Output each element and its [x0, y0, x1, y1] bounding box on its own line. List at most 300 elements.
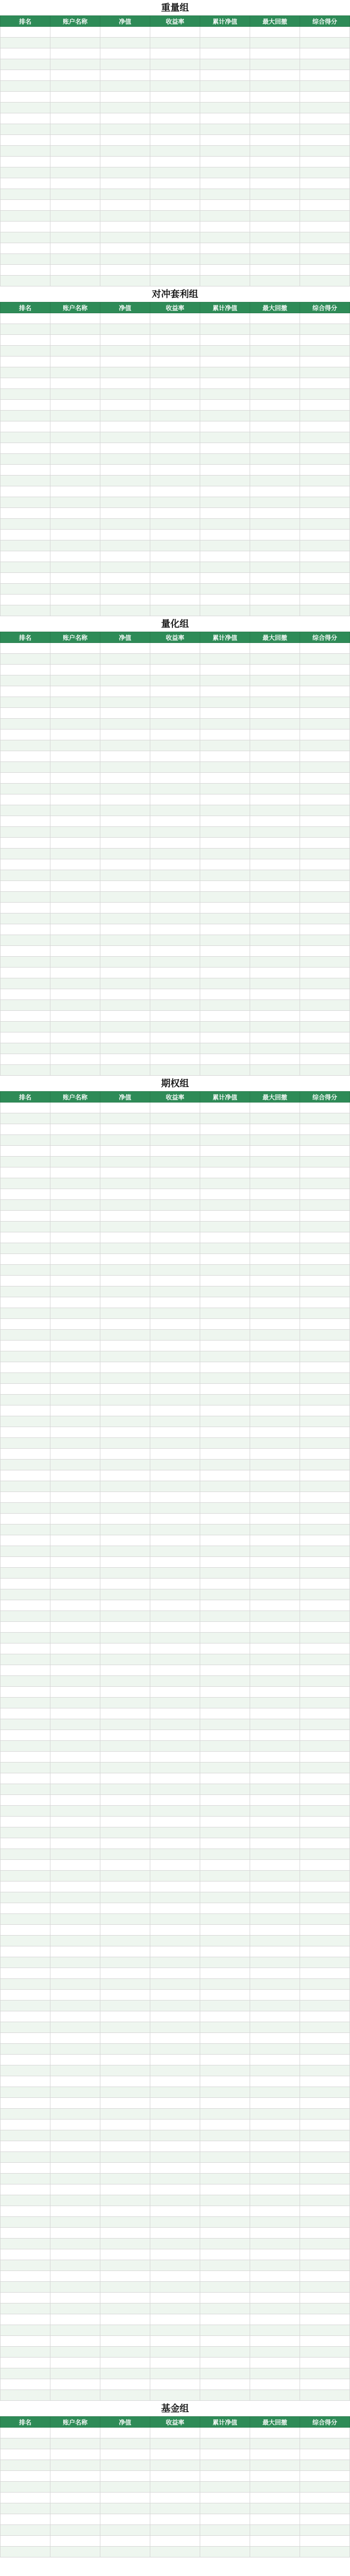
column-header[interactable]: 账户名称 — [50, 302, 100, 313]
table-row[interactable] — [1, 1200, 350, 1211]
table-cell — [250, 762, 300, 773]
table-row[interactable] — [1, 2152, 350, 2163]
table-row[interactable] — [1, 946, 350, 957]
table-row[interactable] — [1, 1784, 350, 1795]
table-row[interactable] — [1, 1957, 350, 1968]
table-row[interactable] — [1, 313, 350, 324]
table-row[interactable] — [1, 913, 350, 924]
table-row[interactable] — [1, 1449, 350, 1460]
table-row[interactable] — [1, 1687, 350, 1698]
table-row[interactable] — [1, 103, 350, 113]
table-row[interactable] — [1, 1719, 350, 1730]
table-row[interactable] — [1, 1395, 350, 1405]
column-header[interactable]: 排名 — [1, 16, 50, 27]
table-cell — [300, 346, 350, 357]
table-row[interactable] — [1, 1146, 350, 1157]
table-cell — [300, 1557, 350, 1568]
table-row[interactable] — [1, 124, 350, 135]
table-row[interactable] — [1, 1535, 350, 1546]
table-row[interactable] — [1, 1882, 350, 1892]
table-row[interactable] — [1, 562, 350, 573]
table-cell — [300, 1395, 350, 1405]
table-row[interactable] — [1, 654, 350, 665]
table-row[interactable] — [1, 1405, 350, 1416]
column-header[interactable]: 排名 — [1, 632, 50, 643]
table-row[interactable] — [1, 1524, 350, 1535]
column-header[interactable]: 账户名称 — [50, 1092, 100, 1103]
table-row[interactable] — [1, 48, 350, 59]
table-row[interactable] — [1, 2503, 350, 2514]
table-row[interactable] — [1, 1362, 350, 1373]
table-row[interactable] — [1, 1351, 350, 1362]
table-row[interactable] — [1, 805, 350, 816]
table-row[interactable] — [1, 2293, 350, 2303]
table-row[interactable] — [1, 1265, 350, 1276]
table-cell — [100, 1698, 150, 1708]
table-row[interactable] — [1, 2184, 350, 2195]
column-header[interactable]: 收益率 — [150, 1092, 200, 1103]
table-row[interactable] — [1, 2163, 350, 2174]
table-row[interactable] — [1, 1297, 350, 1308]
table-row[interactable] — [1, 1838, 350, 1849]
table-row[interactable] — [1, 1189, 350, 1200]
table-row[interactable] — [1, 2217, 350, 2228]
table-row[interactable] — [1, 1925, 350, 1936]
table-row[interactable] — [1, 1470, 350, 1481]
table-row[interactable] — [1, 1308, 350, 1319]
table-row[interactable] — [1, 2325, 350, 2336]
table-row[interactable] — [1, 2044, 350, 2055]
table-row[interactable] — [1, 1032, 350, 1043]
table-row[interactable] — [1, 1503, 350, 1514]
table-cell — [200, 1568, 250, 1579]
table-cell — [300, 686, 350, 697]
table-row[interactable] — [1, 432, 350, 443]
table-row[interactable] — [1, 92, 350, 103]
table-row[interactable] — [1, 968, 350, 978]
table-row[interactable] — [1, 1860, 350, 1871]
table-cell — [150, 2022, 200, 2033]
table-row[interactable] — [1, 2314, 350, 2325]
table-row[interactable] — [1, 1103, 350, 1113]
column-header[interactable]: 最大回撤 — [250, 16, 300, 27]
table-row[interactable] — [1, 1698, 350, 1708]
table-row[interactable] — [1, 675, 350, 686]
table-row[interactable] — [1, 1849, 350, 1860]
table-cell — [250, 1427, 300, 1438]
table-row[interactable] — [1, 2282, 350, 2293]
table-row[interactable] — [1, 2547, 350, 2557]
table-row[interactable] — [1, 1178, 350, 1189]
column-header[interactable]: 排名 — [1, 302, 50, 313]
table-row[interactable] — [1, 573, 350, 584]
table-row[interactable] — [1, 1968, 350, 1979]
table-row[interactable] — [1, 605, 350, 616]
column-header[interactable]: 净值 — [100, 632, 150, 643]
table-cell — [100, 2271, 150, 2282]
table-row[interactable] — [1, 1622, 350, 1633]
table-cell — [150, 335, 200, 346]
table-row[interactable] — [1, 157, 350, 167]
table-row[interactable] — [1, 1341, 350, 1351]
table-row[interactable] — [1, 584, 350, 595]
table-row[interactable] — [1, 1762, 350, 1773]
table-cell — [50, 1622, 100, 1633]
column-header[interactable]: 最大回撤 — [250, 302, 300, 313]
table-row[interactable] — [1, 1708, 350, 1719]
table-row[interactable] — [1, 2055, 350, 2065]
table-row[interactable] — [1, 135, 350, 146]
table-row[interactable] — [1, 1914, 350, 1925]
table-row[interactable] — [1, 1643, 350, 1654]
table-row[interactable] — [1, 2438, 350, 2449]
table-row[interactable] — [1, 1936, 350, 1946]
table-cell — [100, 2044, 150, 2055]
table-row[interactable] — [1, 454, 350, 465]
column-header[interactable]: 最大回撤 — [250, 2417, 300, 2428]
column-header[interactable]: 净值 — [100, 302, 150, 313]
table-row[interactable] — [1, 2303, 350, 2314]
table-row[interactable] — [1, 2336, 350, 2347]
table-row[interactable] — [1, 2390, 350, 2401]
table-row[interactable] — [1, 1946, 350, 1957]
table-row[interactable] — [1, 1665, 350, 1676]
column-header[interactable]: 排名 — [1, 2417, 50, 2428]
table-row[interactable] — [1, 276, 350, 286]
table-row[interactable] — [1, 540, 350, 551]
table-row[interactable] — [1, 1903, 350, 1914]
table-row[interactable] — [1, 2379, 350, 2390]
table-row[interactable] — [1, 924, 350, 935]
table-row[interactable] — [1, 794, 350, 805]
table-cell — [300, 1022, 350, 1032]
table-row[interactable] — [1, 2195, 350, 2206]
table-row[interactable] — [1, 935, 350, 946]
table-cell — [50, 1773, 100, 1784]
table-row[interactable] — [1, 740, 350, 751]
table-row[interactable] — [1, 113, 350, 124]
table-row[interactable] — [1, 784, 350, 794]
table-row[interactable] — [1, 178, 350, 189]
column-header[interactable]: 累计净值 — [200, 302, 250, 313]
table-row[interactable] — [1, 265, 350, 276]
table-row[interactable] — [1, 324, 350, 335]
table-row[interactable] — [1, 1254, 350, 1265]
table-cell — [250, 1838, 300, 1849]
table-row[interactable] — [1, 530, 350, 540]
table-row[interactable] — [1, 1806, 350, 1817]
table-row[interactable] — [1, 2109, 350, 2120]
table-row[interactable] — [1, 762, 350, 773]
table-row[interactable] — [1, 421, 350, 432]
table-cell — [300, 1416, 350, 1427]
table-row[interactable] — [1, 389, 350, 400]
table-row[interactable] — [1, 2493, 350, 2503]
column-header[interactable]: 净值 — [100, 1092, 150, 1103]
table-row[interactable] — [1, 200, 350, 211]
column-header[interactable]: 净值 — [100, 2417, 150, 2428]
table-row[interactable] — [1, 773, 350, 784]
table-row[interactable] — [1, 476, 350, 486]
column-header[interactable]: 综合得分 — [300, 2417, 350, 2428]
column-header[interactable]: 累计净值 — [200, 2417, 250, 2428]
column-header[interactable]: 账户名称 — [50, 16, 100, 27]
table-row[interactable] — [1, 1579, 350, 1589]
column-header[interactable]: 累计净值 — [200, 16, 250, 27]
column-header[interactable]: 收益率 — [150, 302, 200, 313]
table-cell — [300, 1189, 350, 1200]
table-row[interactable] — [1, 686, 350, 697]
table-cell — [300, 2493, 350, 2503]
table-row[interactable] — [1, 595, 350, 605]
table-row[interactable] — [1, 2536, 350, 2547]
table-row[interactable] — [1, 1568, 350, 1579]
table-row[interactable] — [1, 697, 350, 708]
column-header[interactable]: 综合得分 — [300, 1092, 350, 1103]
table-row[interactable] — [1, 903, 350, 913]
table-row[interactable] — [1, 411, 350, 421]
table-row[interactable] — [1, 1065, 350, 1076]
table-cell — [200, 913, 250, 924]
table-row[interactable] — [1, 189, 350, 200]
column-header[interactable]: 累计净值 — [200, 1092, 250, 1103]
table-row[interactable] — [1, 59, 350, 70]
column-header[interactable]: 累计净值 — [200, 632, 250, 643]
table-row[interactable] — [1, 2130, 350, 2141]
table-row[interactable] — [1, 1481, 350, 1492]
table-row[interactable] — [1, 2076, 350, 2087]
table-row[interactable] — [1, 978, 350, 989]
table-cell — [1, 675, 50, 686]
table-row[interactable] — [1, 1773, 350, 1784]
table-row[interactable] — [1, 1373, 350, 1384]
table-row[interactable] — [1, 1243, 350, 1254]
table-row[interactable] — [1, 2228, 350, 2239]
table-row[interactable] — [1, 2525, 350, 2536]
table-row[interactable] — [1, 2065, 350, 2076]
table-cell — [150, 2514, 200, 2525]
table-cell — [1, 1351, 50, 1362]
table-row[interactable] — [1, 1741, 350, 1752]
table-row[interactable] — [1, 1979, 350, 1990]
column-header[interactable]: 收益率 — [150, 16, 200, 27]
table-row[interactable] — [1, 81, 350, 92]
table-row[interactable] — [1, 1438, 350, 1449]
table-row[interactable] — [1, 2141, 350, 2152]
table-row[interactable] — [1, 497, 350, 508]
table-row[interactable] — [1, 827, 350, 838]
table-row[interactable] — [1, 551, 350, 562]
table-row[interactable] — [1, 346, 350, 357]
table-row[interactable] — [1, 1022, 350, 1032]
table-row[interactable] — [1, 167, 350, 178]
table-cell — [300, 200, 350, 211]
table-row[interactable] — [1, 400, 350, 411]
table-row[interactable] — [1, 2087, 350, 2098]
table-row[interactable] — [1, 486, 350, 497]
table-row[interactable] — [1, 2001, 350, 2011]
table-row[interactable] — [1, 2482, 350, 2493]
table-row[interactable] — [1, 254, 350, 265]
table-cell — [150, 92, 200, 103]
table-row[interactable] — [1, 1416, 350, 1427]
table-row[interactable] — [1, 1427, 350, 1438]
table-row[interactable] — [1, 232, 350, 243]
column-header[interactable]: 最大回撤 — [250, 632, 300, 643]
table-row[interactable] — [1, 1276, 350, 1286]
table-cell — [200, 2130, 250, 2141]
table-row[interactable] — [1, 719, 350, 730]
table-row[interactable] — [1, 1990, 350, 2001]
table-row[interactable] — [1, 1892, 350, 1903]
table-row[interactable] — [1, 1157, 350, 1167]
column-header[interactable]: 排名 — [1, 1092, 50, 1103]
table-row[interactable] — [1, 1633, 350, 1643]
table-row[interactable] — [1, 1730, 350, 1741]
table-row[interactable] — [1, 2239, 350, 2249]
table-row[interactable] — [1, 1211, 350, 1222]
table-row[interactable] — [1, 1043, 350, 1054]
table-cell — [150, 243, 200, 254]
table-row[interactable] — [1, 335, 350, 346]
table-cell — [100, 2217, 150, 2228]
table-row[interactable] — [1, 1286, 350, 1297]
table-row[interactable] — [1, 27, 350, 38]
table-row[interactable] — [1, 465, 350, 476]
table-row[interactable] — [1, 859, 350, 870]
table-row[interactable] — [1, 1817, 350, 1827]
table-row[interactable] — [1, 2471, 350, 2482]
table-row[interactable] — [1, 2428, 350, 2438]
table-cell — [150, 2174, 200, 2184]
table-row[interactable] — [1, 1827, 350, 1838]
table-row[interactable] — [1, 1384, 350, 1395]
table-row[interactable] — [1, 146, 350, 157]
table-row[interactable] — [1, 2174, 350, 2184]
table-row[interactable] — [1, 2368, 350, 2379]
table-row[interactable] — [1, 708, 350, 719]
table-cell — [100, 508, 150, 519]
column-header[interactable]: 综合得分 — [300, 632, 350, 643]
column-header[interactable]: 账户名称 — [50, 632, 100, 643]
table-row[interactable] — [1, 70, 350, 81]
table-row[interactable] — [1, 1167, 350, 1178]
table-row[interactable] — [1, 2249, 350, 2260]
column-header[interactable]: 账户名称 — [50, 2417, 100, 2428]
table-row[interactable] — [1, 2206, 350, 2217]
table-row[interactable] — [1, 1795, 350, 1806]
table-cell — [100, 946, 150, 957]
table-row[interactable] — [1, 2260, 350, 2271]
table-row[interactable] — [1, 1222, 350, 1232]
table-row[interactable] — [1, 1319, 350, 1330]
table-row[interactable] — [1, 2347, 350, 2358]
table-row[interactable] — [1, 378, 350, 389]
table-cell — [100, 562, 150, 573]
table-row[interactable] — [1, 1514, 350, 1524]
table-row[interactable] — [1, 1113, 350, 1124]
table-row[interactable] — [1, 1676, 350, 1687]
table-row[interactable] — [1, 211, 350, 222]
table-row[interactable] — [1, 838, 350, 849]
table-row[interactable] — [1, 1871, 350, 1882]
table-row[interactable] — [1, 1589, 350, 1600]
table-row[interactable] — [1, 508, 350, 519]
table-row[interactable] — [1, 881, 350, 892]
table-row[interactable] — [1, 2460, 350, 2471]
table-cell — [1, 1925, 50, 1936]
table-cell — [100, 124, 150, 135]
table-row[interactable] — [1, 2120, 350, 2130]
table-row[interactable] — [1, 2358, 350, 2368]
table-row[interactable] — [1, 38, 350, 48]
column-header[interactable]: 收益率 — [150, 2417, 200, 2428]
column-header[interactable]: 净值 — [100, 16, 150, 27]
table-cell — [1, 48, 50, 59]
table-row[interactable] — [1, 2033, 350, 2044]
table-row[interactable] — [1, 2449, 350, 2460]
table-row[interactable] — [1, 2514, 350, 2525]
table-row[interactable] — [1, 243, 350, 254]
table-row[interactable] — [1, 849, 350, 859]
table-cell — [50, 178, 100, 189]
table-row[interactable] — [1, 1000, 350, 1011]
table-row[interactable] — [1, 892, 350, 903]
table-row[interactable] — [1, 2271, 350, 2282]
table-row[interactable] — [1, 643, 350, 654]
table-row[interactable] — [1, 1232, 350, 1243]
table-row[interactable] — [1, 870, 350, 881]
table-cell — [150, 135, 200, 146]
table-row[interactable] — [1, 357, 350, 367]
section-option — [0, 1076, 350, 2401]
table-row[interactable] — [1, 665, 350, 675]
table-row[interactable] — [1, 1135, 350, 1146]
table-row[interactable] — [1, 1054, 350, 1065]
column-header[interactable]: 综合得分 — [300, 16, 350, 27]
table-row[interactable] — [1, 2022, 350, 2033]
table-row[interactable] — [1, 222, 350, 232]
table-row[interactable] — [1, 730, 350, 740]
table-cell — [1, 1514, 50, 1524]
table-row[interactable] — [1, 1011, 350, 1022]
column-header[interactable]: 收益率 — [150, 632, 200, 643]
table-row[interactable] — [1, 367, 350, 378]
table-row[interactable] — [1, 1611, 350, 1622]
table-cell — [300, 497, 350, 508]
table-row[interactable] — [1, 816, 350, 827]
column-header[interactable]: 最大回撤 — [250, 1092, 300, 1103]
table-row[interactable] — [1, 1654, 350, 1665]
table-row[interactable] — [1, 1546, 350, 1557]
table-row[interactable] — [1, 1460, 350, 1470]
table-row[interactable] — [1, 957, 350, 968]
table-cell — [250, 27, 300, 38]
table-row[interactable] — [1, 989, 350, 1000]
table-row[interactable] — [1, 1124, 350, 1135]
table-row[interactable] — [1, 519, 350, 530]
table-row[interactable] — [1, 1600, 350, 1611]
table-row[interactable] — [1, 2098, 350, 2109]
table-row[interactable] — [1, 443, 350, 454]
table-row[interactable] — [1, 1752, 350, 1762]
table-row[interactable] — [1, 1330, 350, 1341]
table-row[interactable] — [1, 2011, 350, 2022]
column-header[interactable]: 综合得分 — [300, 302, 350, 313]
table-row[interactable] — [1, 1492, 350, 1503]
table-row[interactable] — [1, 751, 350, 762]
table-row[interactable] — [1, 1557, 350, 1568]
